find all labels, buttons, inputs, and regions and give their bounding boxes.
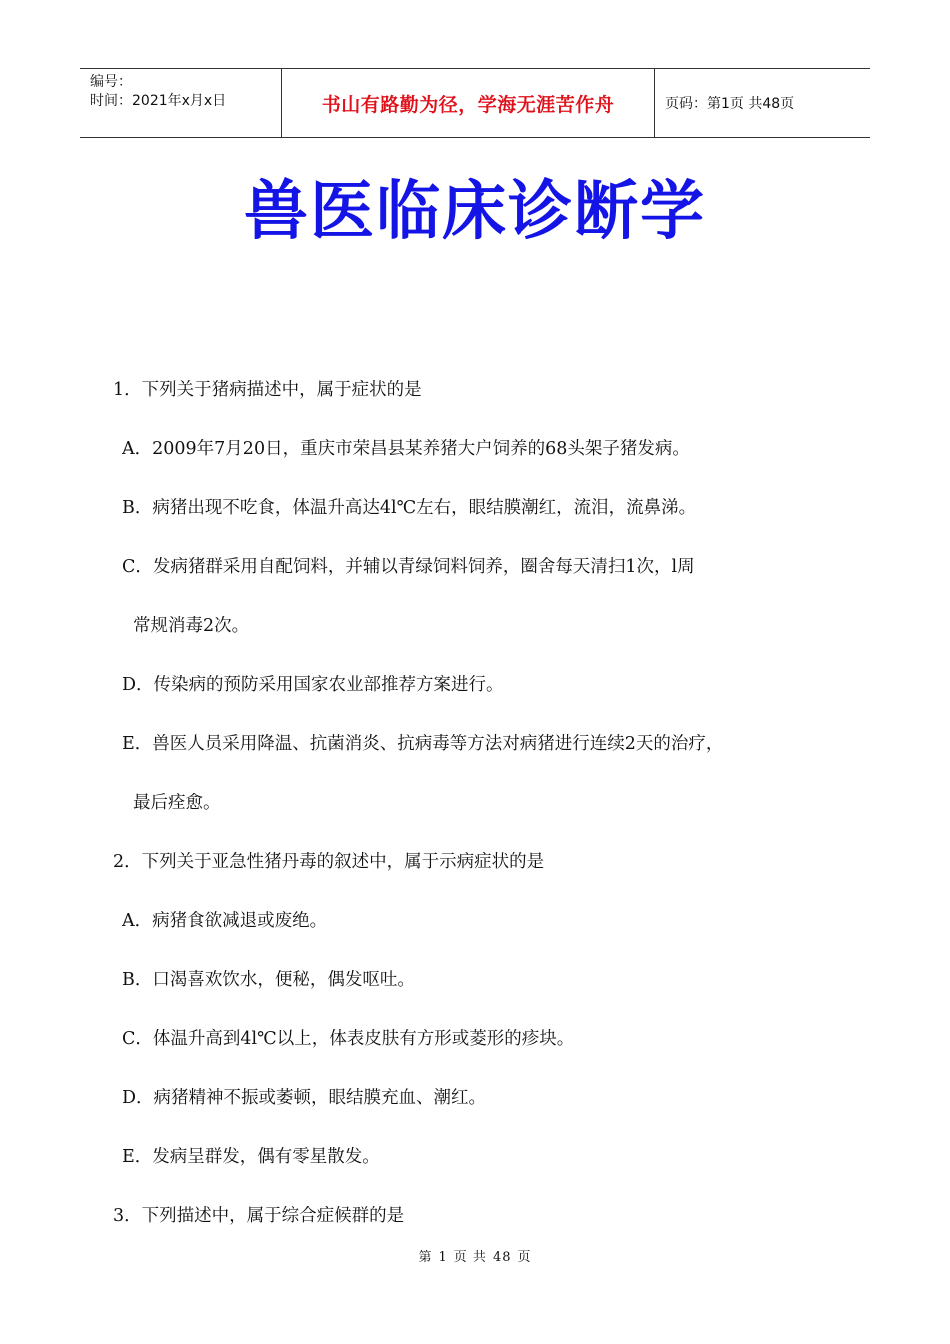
header-page-info: 页码：第1页 共48页 xyxy=(665,96,795,112)
question-1-option-b: B．病猪出现不吃食，体温升高达4l℃左右，眼结膜潮红，流泪，流鼻涕。 xyxy=(122,498,697,518)
footer-page-number: 1 xyxy=(438,1250,448,1265)
document-header xyxy=(80,68,870,138)
question-3: 3．下列描述中，属于综合症候群的是 xyxy=(113,1206,405,1226)
header-number-label: 编号： xyxy=(90,74,132,90)
footer-page-prefix: 第 xyxy=(418,1250,433,1265)
question-2-option-c: C．体温升高到4l℃以上，体表皮肤有方形或菱形的疹块。 xyxy=(122,1029,575,1049)
header-time-label: 时间：2021年x月x日 xyxy=(90,93,227,109)
question-1-option-d: D．传染病的预防采用国家农业部推荐方案进行。 xyxy=(122,675,504,695)
question-1-option-c: C．发病猪群采用自配饲料，并辅以青绿饲料饲养，圈舍每天清扫1次，l周 xyxy=(122,557,695,577)
question-2-option-d: D．病猪精神不振或萎顿，眼结膜充血、潮红。 xyxy=(122,1088,487,1108)
footer-page-total: 48 xyxy=(492,1250,512,1265)
question-1: 1．下列关于猪病描述中，属于症状的是 xyxy=(113,380,422,400)
question-1-option-a: A．2009年7月20日，重庆市荣昌县某养猪大户饲养的68头架子猪发病。 xyxy=(122,439,690,459)
header-meta-cell xyxy=(80,69,282,137)
question-1-option-e-cont: 最后痊愈。 xyxy=(133,793,221,813)
question-2-option-b: B．口渴喜欢饮水，便秘，偶发呕吐。 xyxy=(122,970,415,990)
footer-page-mid: 页 共 xyxy=(453,1250,487,1265)
header-motto: 书山有路勤为径，学海无涯苦作舟 xyxy=(282,69,655,137)
question-2: 2．下列关于亚急性猪丹毒的叙述中，属于示病症状的是 xyxy=(113,852,545,872)
footer-page-suffix: 页 xyxy=(517,1250,532,1265)
page-footer xyxy=(0,1246,950,1265)
question-1-option-e: E．兽医人员采用降温、抗菌消炎、抗病毒等方法对病猪进行连续2天的治疗， xyxy=(122,734,724,754)
question-2-option-a: A．病猪食欲减退或废绝。 xyxy=(122,911,328,931)
document-title: 兽医临床诊断学 xyxy=(244,175,706,249)
question-1-option-c-cont: 常规消毒2次。 xyxy=(133,616,250,636)
question-2-option-e: E．发病呈群发，偶有零星散发。 xyxy=(122,1147,380,1167)
